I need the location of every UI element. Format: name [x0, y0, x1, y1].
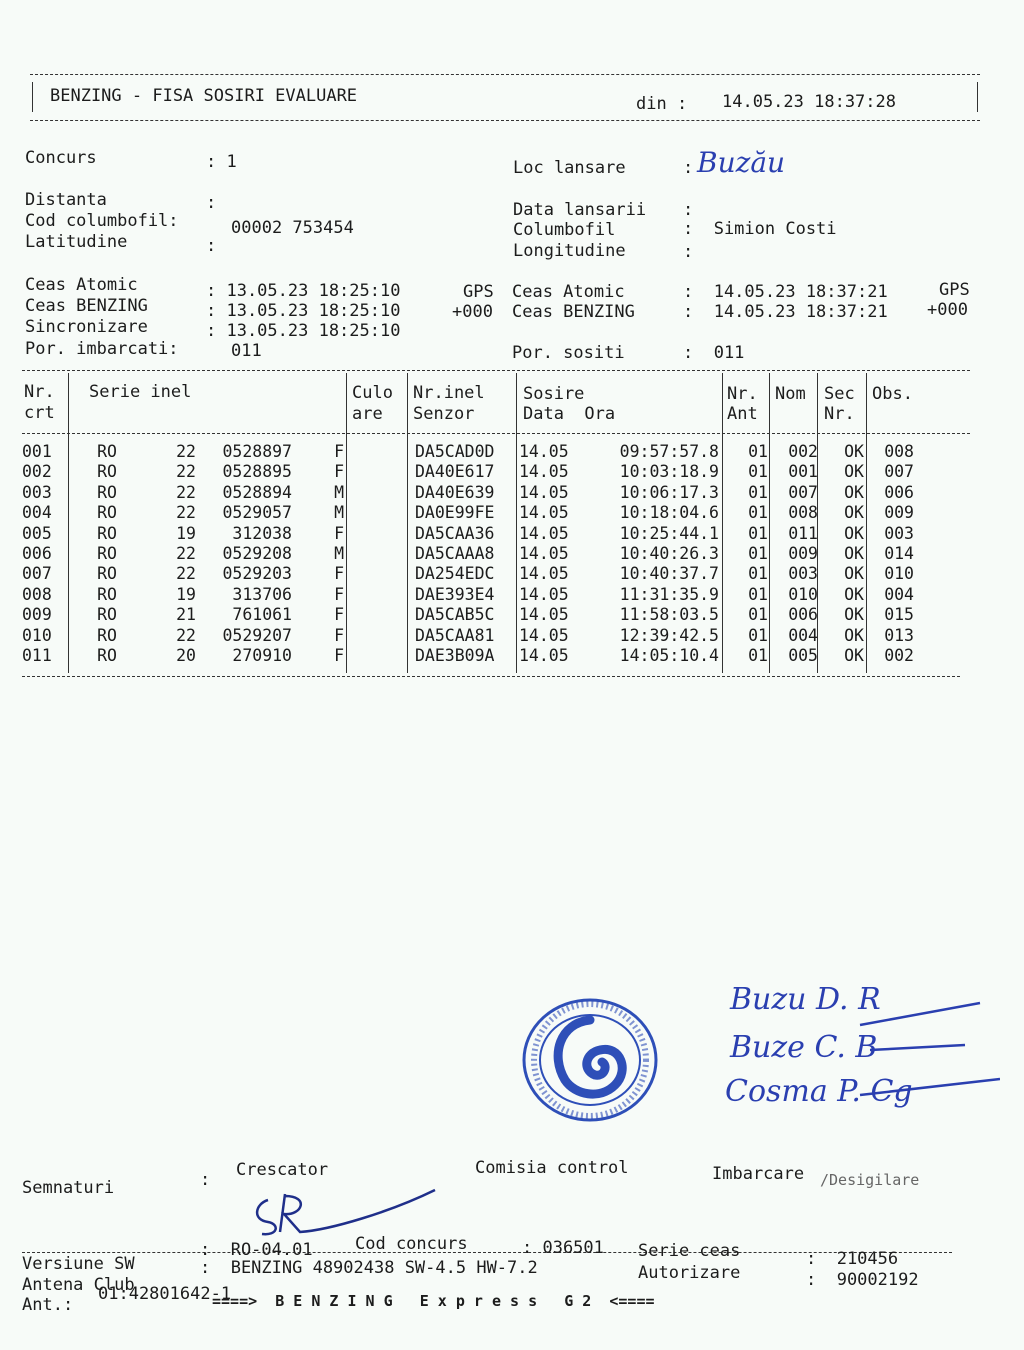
ceas-atomic-suffix: GPS	[463, 282, 494, 302]
row-tara: RO	[97, 462, 117, 482]
cod-columbofil-value: 00002 753454	[231, 218, 354, 238]
header-are: are	[352, 404, 383, 424]
table-row	[22, 483, 916, 503]
ant-value: 01:42801642-1	[98, 1284, 232, 1304]
din-value: 14.05.23 18:37:28	[722, 92, 896, 112]
row-sec: OK	[844, 523, 864, 543]
concurs-label: Concurs	[25, 148, 97, 168]
ant-label: Ant.:	[22, 1295, 74, 1315]
document-title: BENZING - FISA SOSIRI EVALUARE	[50, 86, 358, 106]
longitudine-value: :	[683, 242, 694, 262]
header-nr-ant-2: Ant	[727, 404, 758, 424]
ceas-benzing-right-value: : 14.05.23 18:37:21	[683, 302, 888, 322]
distanta-label: Distanta	[25, 190, 107, 210]
semnaturi-colon: :	[200, 1170, 211, 1190]
row-obs: 014	[884, 544, 914, 564]
row-inel: 312038	[232, 523, 292, 543]
row-inel: 0528897	[222, 442, 292, 461]
row-ant: 01	[748, 544, 768, 564]
row-sec: OK	[844, 564, 864, 584]
header-top-rule	[30, 74, 980, 75]
row-sec: OK	[844, 482, 864, 502]
antena-club-label: Antena Club	[22, 1275, 135, 1295]
data-lansarii-label: Data lansarii	[513, 200, 647, 220]
ceas-atomic-value: : 13.05.23 18:25:10	[206, 281, 401, 301]
row-culoare	[346, 585, 412, 605]
row-data: 14.05	[519, 482, 569, 502]
club-stamp	[520, 995, 660, 1125]
header-serie-inel: Serie inel	[89, 382, 192, 402]
columbofil-value: : Simion Costi	[683, 219, 837, 239]
row-culoare	[346, 462, 412, 482]
imbarcati-label: Por. imbarcati:	[25, 339, 179, 359]
loc-lansare-label: Loc lansare	[513, 158, 626, 178]
row-ant: 01	[748, 482, 768, 502]
row-data: 14.05	[519, 625, 569, 645]
row-data: 14.05	[519, 442, 569, 461]
latitudine-value: :	[206, 236, 217, 256]
row-nr: 008	[22, 584, 52, 604]
row-an: 20	[176, 646, 196, 666]
header-nr: Nr.	[24, 382, 55, 402]
table-row	[22, 626, 916, 646]
row-ora: 11:31:35.9	[619, 584, 719, 604]
row-ora: 09:57:57.8	[619, 442, 719, 461]
arrivals-table	[22, 442, 916, 666]
header-right-bar	[977, 82, 978, 112]
row-ant: 01	[748, 564, 768, 584]
crescator-label: Crescator	[236, 1160, 329, 1180]
autorizare-label: Autorizare	[638, 1263, 741, 1283]
row-senzor: DA5CAAA8	[415, 544, 495, 564]
sincronizare-label: Sincronizare	[25, 317, 148, 337]
row-tara: RO	[97, 625, 117, 645]
header-obs: Obs.	[872, 384, 913, 404]
table-row	[22, 646, 916, 666]
row-senzor: DA254EDC	[415, 564, 495, 584]
row-obs: 010	[884, 564, 914, 584]
row-ant: 01	[748, 605, 768, 625]
loc-lansare-colon: :	[683, 158, 694, 178]
row-sex: F	[334, 442, 344, 461]
row-nom: 003	[788, 564, 818, 584]
row-ora: 10:40:37.7	[619, 564, 719, 584]
row-ant: 01	[748, 442, 768, 461]
row-ora: 10:03:18.9	[619, 462, 719, 482]
desigilare-label: /Desigilare	[820, 1171, 920, 1189]
row-sex: F	[334, 646, 344, 666]
row-ora: 10:25:44.1	[619, 523, 719, 543]
row-nom: 009	[788, 544, 818, 564]
row-obs: 009	[884, 503, 914, 523]
row-nr: 006	[22, 544, 52, 564]
ceas-atomic-right-value: : 14.05.23 18:37:21	[683, 282, 888, 302]
row-data: 14.05	[519, 503, 569, 523]
versiune-sw-label: Versiune SW	[22, 1254, 135, 1274]
row-data: 14.05	[519, 646, 569, 666]
row-an: 22	[176, 625, 196, 645]
ceas-benzing-suffix: +000	[452, 302, 493, 322]
row-ora: 10:18:04.6	[619, 503, 719, 523]
row-sex: M	[334, 544, 344, 564]
row-nr: 005	[22, 523, 52, 543]
row-an: 22	[176, 442, 196, 461]
row-sex: F	[334, 462, 344, 482]
row-ant: 01	[748, 584, 768, 604]
table-row	[22, 524, 916, 544]
row-tara: RO	[97, 544, 117, 564]
row-tara: RO	[97, 503, 117, 523]
row-an: 22	[176, 503, 196, 523]
row-culoare	[346, 524, 412, 544]
ceas-benzing-right-label: Ceas BENZING	[512, 302, 635, 322]
row-senzor: DA5CAB5C	[415, 605, 495, 625]
header-nr-ant-1: Nr.	[727, 384, 758, 404]
row-culoare	[346, 626, 412, 646]
row-culoare	[346, 503, 412, 523]
row-tara: RO	[97, 523, 117, 543]
distanta-value: :	[206, 193, 217, 213]
longitudine-label: Longitudine	[513, 241, 626, 261]
row-sec: OK	[844, 503, 864, 523]
antena-club-value: : BENZING 48902438 SW-4.5 HW-7.2	[200, 1258, 538, 1278]
row-nom: 007	[788, 482, 818, 502]
table-row	[22, 462, 916, 482]
versiune-sw-value: : RO-04.01	[200, 1240, 313, 1260]
autorizare-value: : 90002192	[806, 1270, 919, 1290]
row-inel: 270910	[232, 646, 292, 666]
header-nom: Nom	[775, 384, 806, 404]
comisia-control-label: Comisia control	[475, 1158, 629, 1178]
header-culo: Culo	[352, 383, 393, 403]
row-culoare	[346, 442, 412, 462]
serie-ceas-value: : 210456	[806, 1249, 899, 1269]
cod-concurs-label: Cod concurs	[355, 1234, 468, 1254]
header-data-ora: Data Ora	[523, 404, 616, 424]
row-obs: 008	[884, 442, 914, 461]
row-culoare	[346, 544, 412, 564]
row-obs: 006	[884, 482, 914, 502]
row-culoare	[346, 483, 412, 503]
row-nom: 006	[788, 605, 818, 625]
row-data: 14.05	[519, 462, 569, 482]
row-nr: 002	[22, 462, 52, 482]
loc-lansare-handwritten: Buzău	[697, 146, 786, 179]
row-an: 21	[176, 605, 196, 625]
columbofil-label: Columbofil	[513, 220, 616, 240]
row-an: 22	[176, 544, 196, 564]
ceas-atomic-right-label: Ceas Atomic	[512, 282, 625, 302]
row-sec: OK	[844, 584, 864, 604]
row-senzor: DA5CAA36	[415, 523, 495, 543]
header-nr-inel: Nr.inel	[413, 383, 485, 403]
signature-strokes	[840, 995, 1000, 1105]
row-culoare	[346, 564, 412, 584]
row-ora: 10:06:17.3	[619, 482, 719, 502]
row-nom: 010	[788, 584, 818, 604]
ceas-atomic-label: Ceas Atomic	[25, 275, 138, 295]
row-obs: 015	[884, 605, 914, 625]
row-culoare	[346, 646, 412, 666]
row-ant: 01	[748, 462, 768, 482]
ceas-atomic-right-suffix: GPS	[939, 280, 970, 300]
header-crt: crt	[24, 403, 55, 423]
row-sec: OK	[844, 442, 864, 461]
row-sec: OK	[844, 625, 864, 645]
row-senzor: DA5CAD0D	[415, 442, 495, 461]
header-sec: Sec	[824, 384, 855, 404]
row-obs: 003	[884, 523, 914, 543]
row-tara: RO	[97, 646, 117, 666]
table-row	[22, 442, 916, 462]
handwritten-name-2: Buze C. B	[730, 1030, 878, 1065]
concurs-value: : 1	[206, 152, 237, 172]
imbarcare-label: Imbarcare	[712, 1164, 805, 1184]
row-inel: 0529203	[222, 564, 292, 584]
row-sex: F	[334, 564, 344, 584]
row-nom: 004	[788, 625, 818, 645]
row-data: 14.05	[519, 584, 569, 604]
row-ora: 11:58:03.5	[619, 605, 719, 625]
row-sex: M	[334, 503, 344, 523]
table-row	[22, 605, 916, 625]
row-nom: 005	[788, 646, 818, 666]
cod-concurs-value: : 036501	[522, 1238, 604, 1258]
latitudine-label: Latitudine	[25, 232, 128, 252]
row-data: 14.05	[519, 564, 569, 584]
header-sosire: Sosire	[523, 384, 585, 404]
row-nom: 011	[788, 523, 818, 543]
row-senzor: DA0E99FE	[415, 503, 495, 523]
row-inel: 0528894	[222, 482, 292, 502]
row-tara: RO	[97, 442, 117, 461]
row-senzor: DAE393E4	[415, 584, 495, 604]
row-tara: RO	[97, 605, 117, 625]
row-an: 19	[176, 523, 196, 543]
row-culoare	[346, 605, 412, 625]
cod-columbofil-label: Cod columbofil:	[25, 211, 179, 231]
row-data: 14.05	[519, 523, 569, 543]
row-nr: 001	[22, 442, 52, 461]
row-inel: 0528895	[222, 462, 292, 482]
sositi-label: Por. sositi	[512, 343, 625, 363]
row-obs: 004	[884, 584, 914, 604]
table-row	[22, 503, 916, 523]
row-inel: 0529207	[222, 625, 292, 645]
handwritten-name-3: Cosma P. Cg	[725, 1074, 913, 1109]
row-inel: 761061	[232, 605, 292, 625]
row-inel: 313706	[232, 584, 292, 604]
row-sec: OK	[844, 462, 864, 482]
row-ora: 12:39:42.5	[619, 625, 719, 645]
table-row	[22, 564, 916, 584]
row-an: 19	[176, 584, 196, 604]
row-nom: 002	[788, 442, 818, 461]
data-lansarii-value: :	[683, 200, 694, 220]
row-senzor: DA40E639	[415, 482, 495, 502]
row-senzor: DA40E617	[415, 462, 495, 482]
row-senzor: DA5CAA81	[415, 625, 495, 645]
sositi-value: : 011	[683, 343, 745, 363]
ceas-benzing-label: Ceas BENZING	[25, 296, 148, 316]
row-ant: 01	[748, 523, 768, 543]
serie-ceas-label: Serie ceas	[638, 1241, 741, 1261]
benzing-express-banner: ====> B E N Z I N G E x p r e s s G 2 <====	[212, 1292, 655, 1310]
row-nom: 001	[788, 462, 818, 482]
table-row	[22, 544, 916, 564]
row-obs: 007	[884, 462, 914, 482]
row-tara: RO	[97, 482, 117, 502]
row-ora: 14:05:10.4	[619, 646, 719, 666]
row-senzor: DAE3B09A	[415, 646, 495, 666]
row-data: 14.05	[519, 605, 569, 625]
row-sex: F	[334, 605, 344, 625]
row-sex: M	[334, 482, 344, 502]
row-nr: 009	[22, 605, 52, 625]
row-sec: OK	[844, 605, 864, 625]
row-nom: 008	[788, 503, 818, 523]
row-nr: 011	[22, 646, 52, 666]
row-sex: F	[334, 584, 344, 604]
row-ant: 01	[748, 503, 768, 523]
row-sec: OK	[844, 544, 864, 564]
row-sex: F	[334, 523, 344, 543]
table-header-rule	[22, 433, 970, 434]
row-sex: F	[334, 625, 344, 645]
header-bottom-rule	[30, 120, 980, 121]
din-label: din :	[636, 94, 688, 114]
row-obs: 013	[884, 625, 914, 645]
row-inel: 0529057	[222, 503, 292, 523]
ceas-benzing-right-suffix: +000	[927, 300, 968, 320]
row-an: 22	[176, 564, 196, 584]
semnaturi-label: Semnaturi	[22, 1178, 115, 1198]
imbarcati-value: 011	[231, 341, 262, 361]
handwritten-name-1: Buzu D. R	[730, 982, 881, 1017]
table-bottom-rule	[22, 676, 960, 677]
row-data: 14.05	[519, 544, 569, 564]
row-nr: 010	[22, 625, 52, 645]
row-an: 22	[176, 462, 196, 482]
sincronizare-value: : 13.05.23 18:25:10	[206, 321, 401, 341]
table-row	[22, 585, 916, 605]
row-nr: 003	[22, 482, 52, 502]
row-tara: RO	[97, 584, 117, 604]
ceas-benzing-value: : 13.05.23 18:25:10	[206, 301, 401, 321]
row-inel: 0529208	[222, 544, 292, 564]
table-top-rule	[22, 370, 970, 371]
row-ant: 01	[748, 625, 768, 645]
row-nr: 007	[22, 564, 52, 584]
row-ora: 10:40:26.3	[619, 544, 719, 564]
header-senzor: Senzor	[413, 404, 475, 424]
row-nr: 004	[22, 503, 52, 523]
header-sec-nr: Nr.	[824, 404, 855, 424]
row-ant: 01	[748, 646, 768, 666]
row-tara: RO	[97, 564, 117, 584]
header-left-bar	[32, 82, 33, 112]
row-an: 22	[176, 482, 196, 502]
crescator-signature	[240, 1182, 440, 1242]
row-obs: 002	[884, 646, 914, 666]
row-sec: OK	[844, 646, 864, 666]
